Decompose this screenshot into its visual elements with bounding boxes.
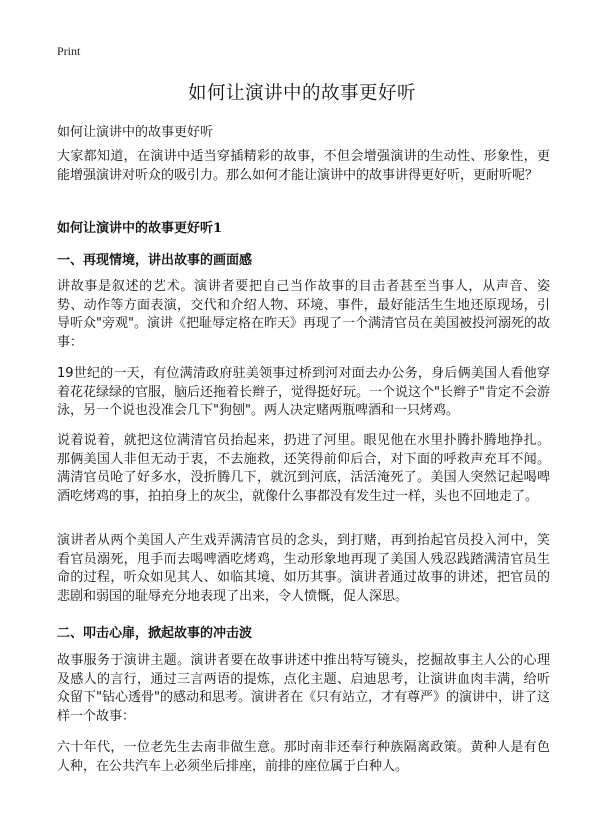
section-title: 如何让演讲中的故事更好听1 [57, 221, 223, 236]
section2-paragraph-2: 六十年代，一位老先生去南非做生意。那时南非还奉行种族隔离政策。黄种人是有色人种，在公共汽车上必须坐后排座，前排的座位属于白种人。 [57, 740, 550, 774]
section1-heading: 一、再现情境，讲出故事的画面感 [57, 253, 253, 268]
section1-paragraph-1: 讲故事是叙述的艺术。演讲者要把自己当作故事的目击者甚至当事人，从声音、姿势、动作等方面表演，交代和介绍人物、环境、事件，最好能活生生地还原现场，引导听众"旁观"。演讲《把耻辱定格在昨天》再现了一个满清官员在美国被投河溺死的故事： [57, 279, 550, 350]
section1-paragraph-2: 19世纪的一天，有位满清政府驻美领事过桥到河对面去办公务，身后俩美国人看他穿着花花绿绿的官服，脑后还拖着长辫子，觉得挺好玩。一个说这个"长辫子"肯定不会游泳，另一个说也没准会几下"狗刨"。两人决定赌两瓶啤酒和一只烤鸡。 [57, 366, 550, 418]
intro-paragraph: 大家都知道，在演讲中适当穿插精彩的故事，不但会增强演讲的生动性、形象性，更能增强演讲对听众的吸引力。那么如何才能让演讲中的故事讲得更好听，更耐听呢？ [57, 149, 550, 183]
section1-paragraph-4: 演讲者从两个美国人产生戏弄满清官员的念头，到打赌，再到抬起官员投入河中，笑看官员溺死，甩手而去喝啤酒吃烤鸡，生动形象地再现了美国人残忍践踏满清官员生命的过程，听众如见其人、如临其境、如历其事。演讲者通过故事的讲述，把官员的悲剧和弱国的耻辱充分地表现了出来，令人愤慨，促人深思。 [57, 533, 550, 604]
page-title: 如何让演讲中的故事更好听 [187, 83, 416, 104]
section1-paragraph-3: 说着说着，就把这位满清官员抬起来，扔进了河里。眼见他在水里扑腾扑腾地挣扎。那俩美国人非但无动于衷，不去施救，还笑得前仰后合，对下面的呼救声充耳不闻。满清官员呛了好多水，没折腾几下，就沉到河底，活活淹死了。美国人突然记起喝啤酒吃烤鸡的事，拍拍身上的灰尘，就像什么事都没有发生过一样，头也不回地走了。 [57, 433, 550, 504]
print-link[interactable]: Print [57, 44, 81, 58]
subtitle: 如何让演讲中的故事更好听 [57, 125, 214, 140]
section2-heading: 二、叩击心扉，掀起故事的冲击波 [57, 626, 253, 641]
section2-paragraph-1: 故事服务于演讲主题。演讲者要在故事讲述中推出特写镜头，挖掘故事主人公的心理及感人的言行，通过三言两语的提炼，点化主题、启迪思考，让演讲血肉丰满，给听众留下"钻心透骨"的感动和思考。演讲者在《只有站立，才有尊严》的演讲中，讲了这样一个故事： [57, 653, 550, 724]
